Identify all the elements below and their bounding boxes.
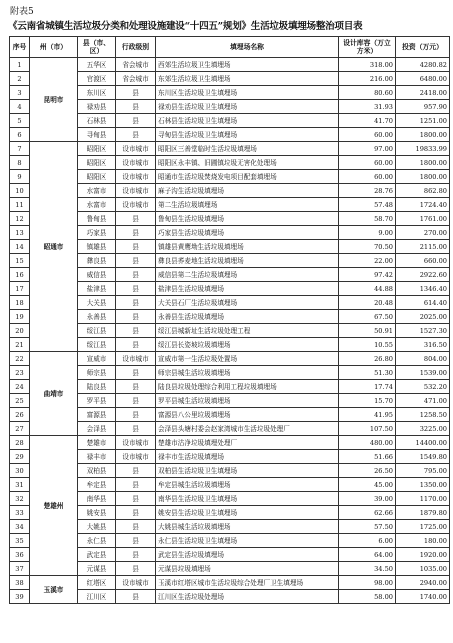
design-capacity: 34.50: [339, 562, 396, 576]
investment: 1539.00: [396, 366, 450, 380]
county-name: 昭阳区: [78, 142, 116, 156]
county-name: 寻甸县: [78, 128, 116, 142]
landfill-name: 姚安县生活垃圾卫生填埋场: [156, 506, 339, 520]
county-name: 大姚县: [78, 520, 116, 534]
admin-level: 县: [116, 324, 156, 338]
column-header: 投资（万元）: [396, 37, 450, 58]
design-capacity: 60.00: [339, 170, 396, 184]
design-capacity: 60.00: [339, 128, 396, 142]
landfill-name: 巧家县生活垃圾填埋场: [156, 226, 339, 240]
landfill-name: 绥江县长姿坡垃圾填埋场: [156, 338, 339, 352]
landfill-name: 永仁县生活垃圾卫生填埋场: [156, 534, 339, 548]
investment: 795.00: [396, 464, 450, 478]
investment: 471.00: [396, 394, 450, 408]
row-number: 3: [10, 86, 30, 100]
row-number: 13: [10, 226, 30, 240]
row-number: 38: [10, 576, 30, 590]
admin-level: 县: [116, 114, 156, 128]
admin-level: 县: [116, 310, 156, 324]
investment: 19833.99: [396, 142, 450, 156]
row-number: 4: [10, 100, 30, 114]
prefecture-name: 昆明市: [30, 58, 78, 142]
admin-level: 县: [116, 422, 156, 436]
design-capacity: 60.00: [339, 156, 396, 170]
row-number: 23: [10, 366, 30, 380]
admin-level: 省会城市: [116, 72, 156, 86]
design-capacity: 41.70: [339, 114, 396, 128]
design-capacity: 10.55: [339, 338, 396, 352]
design-capacity: 57.48: [339, 198, 396, 212]
table-row: [10, 576, 450, 590]
investment: 1549.80: [396, 450, 450, 464]
design-capacity: 97.42: [339, 268, 396, 282]
investment: 1800.00: [396, 156, 450, 170]
county-name: 永仁县: [78, 534, 116, 548]
row-number: 27: [10, 422, 30, 436]
admin-level: 县: [116, 282, 156, 296]
county-name: 威信县: [78, 268, 116, 282]
admin-level: 设市城市: [116, 142, 156, 156]
column-header: 行政级别: [116, 37, 156, 58]
appendix-label: 附表5: [10, 7, 34, 17]
admin-level: 设市城市: [116, 450, 156, 464]
admin-level: 县: [116, 380, 156, 394]
admin-level: 县: [116, 492, 156, 506]
landfill-name: 陆良县垃圾处理综合利用工程垃圾填埋场: [156, 380, 339, 394]
investment: 957.90: [396, 100, 450, 114]
admin-level: 县: [116, 394, 156, 408]
county-name: 绥江县: [78, 324, 116, 338]
row-number: 25: [10, 394, 30, 408]
landfill-name: 威信县第二生活垃圾填埋场: [156, 268, 339, 282]
county-name: 元谋县: [78, 562, 116, 576]
landfill-name: 宣威市第一生活垃圾处置场: [156, 352, 339, 366]
design-capacity: 318.00: [339, 58, 396, 72]
design-capacity: 51.30: [339, 366, 396, 380]
investment: 2418.00: [396, 86, 450, 100]
row-number: 1: [10, 58, 30, 72]
county-name: 富源县: [78, 408, 116, 422]
county-name: 武定县: [78, 548, 116, 562]
county-name: 昭阳区: [78, 156, 116, 170]
design-capacity: 480.00: [339, 436, 396, 450]
admin-level: 县: [116, 590, 156, 604]
row-number: 32: [10, 492, 30, 506]
design-capacity: 6.00: [339, 534, 396, 548]
county-name: 大关县: [78, 296, 116, 310]
admin-level: 设市城市: [116, 576, 156, 590]
row-number: 19: [10, 310, 30, 324]
investment: 2115.00: [396, 240, 450, 254]
investment: 862.80: [396, 184, 450, 198]
row-number: 30: [10, 464, 30, 478]
design-capacity: 15.70: [339, 394, 396, 408]
column-header: 设计库容（万立方米）: [339, 37, 396, 58]
investment: 804.00: [396, 352, 450, 366]
design-capacity: 97.00: [339, 142, 396, 156]
county-name: 江川区: [78, 590, 116, 604]
landfill-name: 镇雄县黄鹰坳生活垃圾填埋场: [156, 240, 339, 254]
investment: 2922.60: [396, 268, 450, 282]
investment: 316.50: [396, 338, 450, 352]
admin-level: 设市城市: [116, 436, 156, 450]
design-capacity: 31.93: [339, 100, 396, 114]
landfill-name: 寻甸县生活垃圾卫生填埋场: [156, 128, 339, 142]
row-number: 17: [10, 282, 30, 296]
investment: 2025.00: [396, 310, 450, 324]
investment: 1251.00: [396, 114, 450, 128]
county-name: 宣威市: [78, 352, 116, 366]
investment: 1761.00: [396, 212, 450, 226]
county-name: 巧家县: [78, 226, 116, 240]
county-name: 罗平县: [78, 394, 116, 408]
row-number: 7: [10, 142, 30, 156]
row-number: 10: [10, 184, 30, 198]
county-name: 陆良县: [78, 380, 116, 394]
landfill-name: 师宗县城生活垃圾填埋场: [156, 366, 339, 380]
landfill-name: 会泽县头塘村委会赵家湾城市生活垃圾处理厂: [156, 422, 339, 436]
admin-level: 县: [116, 338, 156, 352]
investment: 1920.00: [396, 548, 450, 562]
landfill-name: 麻子沟生活垃圾填埋场: [156, 184, 339, 198]
landfill-name: 第二生活垃圾填埋场: [156, 198, 339, 212]
design-capacity: 70.50: [339, 240, 396, 254]
row-number: 2: [10, 72, 30, 86]
admin-level: 县: [116, 128, 156, 142]
design-capacity: 44.88: [339, 282, 396, 296]
row-number: 29: [10, 450, 30, 464]
admin-level: 县: [116, 506, 156, 520]
row-number: 22: [10, 352, 30, 366]
row-number: 8: [10, 156, 30, 170]
county-name: 昭阳区: [78, 170, 116, 184]
design-capacity: 98.00: [339, 576, 396, 590]
design-capacity: 20.48: [339, 296, 396, 310]
landfill-name: 玉溪市红塔区城市生活垃圾综合处理厂卫生填埋场: [156, 576, 339, 590]
investment: 6480.00: [396, 72, 450, 86]
design-capacity: 17.74: [339, 380, 396, 394]
row-number: 34: [10, 520, 30, 534]
column-header: 县（市、区）: [78, 37, 116, 58]
admin-level: 县: [116, 86, 156, 100]
row-number: 39: [10, 590, 30, 604]
investment: 660.00: [396, 254, 450, 268]
document-title: 《云南省城镇生活垃圾分类和处理设施建设“十四五”规划》生活垃圾填埋场整治项目表: [8, 21, 363, 32]
column-header: 州（市）: [30, 37, 78, 58]
landfill-name: 昭阳区永丰镇、旧圃镇垃圾无害化处理场: [156, 156, 339, 170]
county-name: 镇雄县: [78, 240, 116, 254]
row-number: 24: [10, 380, 30, 394]
landfill-name: 禄丰市生活垃圾填埋场: [156, 450, 339, 464]
landfill-name: 元谋县垃圾填埋场: [156, 562, 339, 576]
landfill-name: 大姚县城生活垃圾填埋场: [156, 520, 339, 534]
county-name: 南华县: [78, 492, 116, 506]
row-number: 6: [10, 128, 30, 142]
row-number: 18: [10, 296, 30, 310]
row-number: 31: [10, 478, 30, 492]
row-number: 9: [10, 170, 30, 184]
investment: 532.20: [396, 380, 450, 394]
design-capacity: 26.80: [339, 352, 396, 366]
row-number: 35: [10, 534, 30, 548]
admin-level: 县: [116, 548, 156, 562]
landfill-name: 江川区生活垃圾处理场: [156, 590, 339, 604]
prefecture-name: 曲靖市: [30, 352, 78, 436]
landfill-name: 彝良县荞麦地生活垃圾填埋场: [156, 254, 339, 268]
design-capacity: 26.50: [339, 464, 396, 478]
investment: 1350.00: [396, 478, 450, 492]
row-number: 12: [10, 212, 30, 226]
county-name: 双柏县: [78, 464, 116, 478]
landfill-name: 牟定县城生活垃圾填埋场: [156, 478, 339, 492]
design-capacity: 45.00: [339, 478, 396, 492]
design-capacity: 64.00: [339, 548, 396, 562]
table-body: [10, 58, 450, 604]
county-name: 水富市: [78, 198, 116, 212]
admin-level: 县: [116, 268, 156, 282]
prefecture-name: 昭通市: [30, 142, 78, 352]
investment: 614.40: [396, 296, 450, 310]
investment: 1800.00: [396, 170, 450, 184]
landfill-name: 富源县八公里垃圾填埋场: [156, 408, 339, 422]
county-name: 会泽县: [78, 422, 116, 436]
investment: 1800.00: [396, 128, 450, 142]
design-capacity: 216.00: [339, 72, 396, 86]
column-header: 填埋场名称: [156, 37, 339, 58]
table-row: [10, 352, 450, 366]
admin-level: 设市城市: [116, 198, 156, 212]
admin-level: 县: [116, 562, 156, 576]
landfill-name: 永善县生活垃圾填埋场: [156, 310, 339, 324]
investment: 1170.00: [396, 492, 450, 506]
investment: 1346.40: [396, 282, 450, 296]
county-name: 红塔区: [78, 576, 116, 590]
admin-level: 县: [116, 520, 156, 534]
admin-level: 县: [116, 464, 156, 478]
landfill-name: 东郊生活垃圾卫生填埋场: [156, 72, 339, 86]
county-name: 官渡区: [78, 72, 116, 86]
admin-level: 县: [116, 240, 156, 254]
investment: 1725.00: [396, 520, 450, 534]
table-row: [10, 142, 450, 156]
investment: 1879.80: [396, 506, 450, 520]
county-name: 鲁甸县: [78, 212, 116, 226]
row-number: 33: [10, 506, 30, 520]
investment: 4280.82: [396, 58, 450, 72]
investment: 1724.40: [396, 198, 450, 212]
admin-level: 省会城市: [116, 58, 156, 72]
admin-level: 县: [116, 226, 156, 240]
investment: 1527.30: [396, 324, 450, 338]
admin-level: 设市城市: [116, 156, 156, 170]
admin-level: 县: [116, 534, 156, 548]
design-capacity: 57.50: [339, 520, 396, 534]
row-number: 5: [10, 114, 30, 128]
county-name: 姚安县: [78, 506, 116, 520]
county-name: 五华区: [78, 58, 116, 72]
landfill-name: 昭阳区三善堂临时生活垃圾填埋场: [156, 142, 339, 156]
county-name: 盐津县: [78, 282, 116, 296]
design-capacity: 62.66: [339, 506, 396, 520]
admin-level: 县: [116, 296, 156, 310]
row-number: 37: [10, 562, 30, 576]
landfill-name: 昭通市生活垃圾焚烧发电项目配套填埋场: [156, 170, 339, 184]
admin-level: 县: [116, 366, 156, 380]
landfill-name: 东川区生活垃圾卫生填埋场: [156, 86, 339, 100]
design-capacity: 28.76: [339, 184, 396, 198]
prefecture-name: 玉溪市: [30, 576, 78, 604]
landfill-name: 绥江县城新址生活垃圾处理工程: [156, 324, 339, 338]
design-capacity: 51.66: [339, 450, 396, 464]
investment: 180.00: [396, 534, 450, 548]
column-header: 序号: [10, 37, 30, 58]
design-capacity: 58.70: [339, 212, 396, 226]
county-name: 彝良县: [78, 254, 116, 268]
investment: 3225.00: [396, 422, 450, 436]
design-capacity: 107.50: [339, 422, 396, 436]
row-number: 28: [10, 436, 30, 450]
county-name: 禄丰市: [78, 450, 116, 464]
admin-level: 县: [116, 478, 156, 492]
investment: 1035.00: [396, 562, 450, 576]
design-capacity: 67.50: [339, 310, 396, 324]
investment: 1740.00: [396, 590, 450, 604]
landfill-name: 双柏县生活垃圾卫生填埋场: [156, 464, 339, 478]
row-number: 16: [10, 268, 30, 282]
prefecture-name: 楚雄州: [30, 436, 78, 576]
landfill-name: 西郊生活垃圾卫生填埋场: [156, 58, 339, 72]
row-number: 26: [10, 408, 30, 422]
admin-level: 县: [116, 100, 156, 114]
row-number: 21: [10, 338, 30, 352]
landfill-name: 南华县生活垃圾卫生填埋场: [156, 492, 339, 506]
county-name: 水富市: [78, 184, 116, 198]
admin-level: 设市城市: [116, 170, 156, 184]
investment: 270.00: [396, 226, 450, 240]
design-capacity: 9.00: [339, 226, 396, 240]
row-number: 11: [10, 198, 30, 212]
landfill-name: 楚雄市沽净垃圾填埋处理厂: [156, 436, 339, 450]
row-number: 15: [10, 254, 30, 268]
design-capacity: 41.95: [339, 408, 396, 422]
row-number: 36: [10, 548, 30, 562]
investment: 2940.00: [396, 576, 450, 590]
admin-level: 县: [116, 408, 156, 422]
table-header-row: [10, 37, 450, 58]
admin-level: 县: [116, 212, 156, 226]
table-row: [10, 58, 450, 72]
county-name: 师宗县: [78, 366, 116, 380]
investment: 1258.50: [396, 408, 450, 422]
county-name: 东川区: [78, 86, 116, 100]
investment: 14400.00: [396, 436, 450, 450]
county-name: 牟定县: [78, 478, 116, 492]
landfill-name: 石林县生活垃圾卫生填埋场: [156, 114, 339, 128]
admin-level: 设市城市: [116, 352, 156, 366]
county-name: 永善县: [78, 310, 116, 324]
design-capacity: 39.00: [339, 492, 396, 506]
design-capacity: 80.60: [339, 86, 396, 100]
county-name: 楚雄市: [78, 436, 116, 450]
landfill-name: 鲁甸县生活垃圾填埋场: [156, 212, 339, 226]
landfill-name: 大关县石厂生活垃圾填埋场: [156, 296, 339, 310]
table-row: [10, 436, 450, 450]
county-name: 禄劝县: [78, 100, 116, 114]
landfill-name: 罗平县城生活垃圾填埋场: [156, 394, 339, 408]
landfill-project-table: [9, 36, 450, 604]
county-name: 绥江县: [78, 338, 116, 352]
design-capacity: 22.00: [339, 254, 396, 268]
landfill-name: 武定县生活垃圾填埋场: [156, 548, 339, 562]
admin-level: 设市城市: [116, 184, 156, 198]
landfill-name: 禄劝县生活垃圾卫生填埋场: [156, 100, 339, 114]
row-number: 20: [10, 324, 30, 338]
landfill-name: 盐津县生活垃圾填埋场: [156, 282, 339, 296]
admin-level: 县: [116, 254, 156, 268]
row-number: 14: [10, 240, 30, 254]
design-capacity: 58.00: [339, 590, 396, 604]
design-capacity: 50.91: [339, 324, 396, 338]
county-name: 石林县: [78, 114, 116, 128]
